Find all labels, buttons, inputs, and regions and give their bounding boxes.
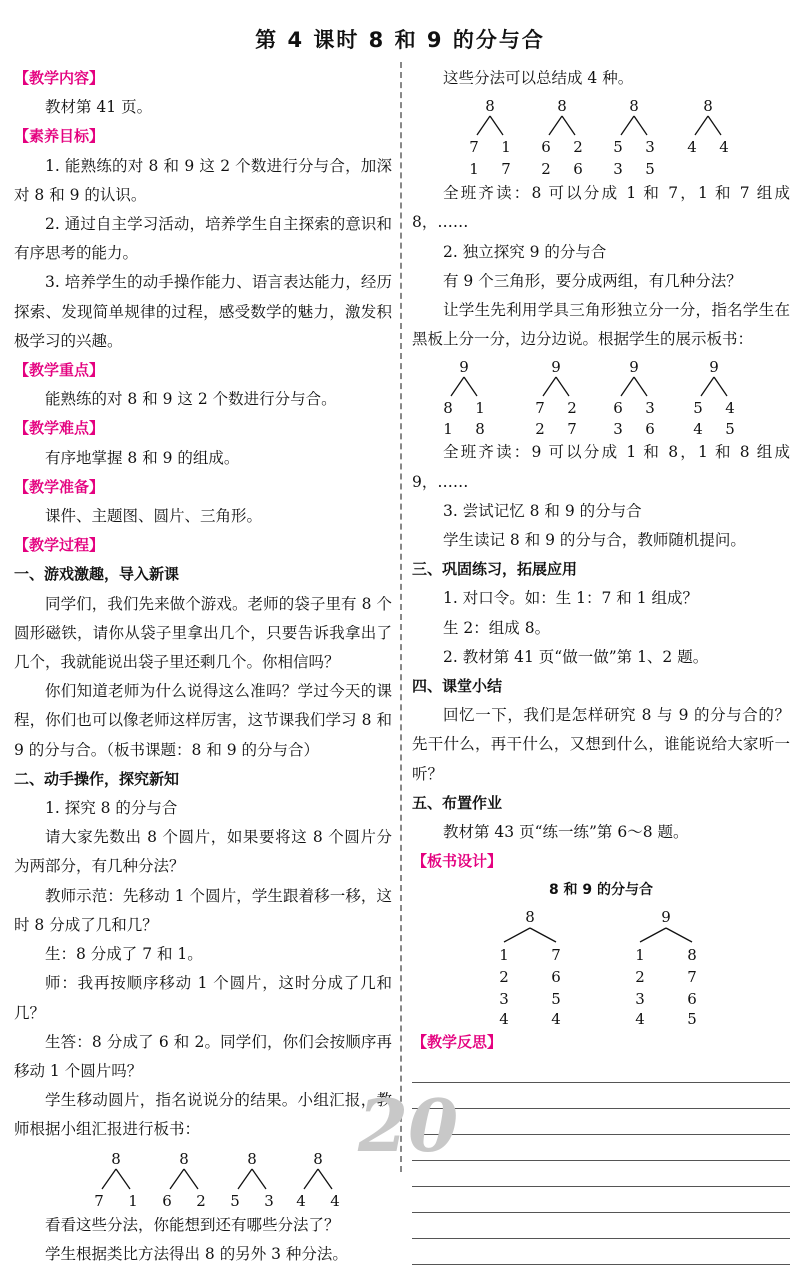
split-tree: [162, 1150, 206, 1209]
paragraph: 学生根据类比方法得出 8 的另外 3 种分法。: [45, 1244, 348, 1263]
paragraph: 回忆一下，我们是怎样研究 8 与 9 的分与合的？先干什么，再干什么，又想到什么，谁能说给大家听一听？: [412, 706, 790, 783]
split-top: 9: [551, 358, 561, 377]
split-8-diagram: [412, 95, 790, 177]
writing-line: [412, 1134, 790, 1135]
split-right: 3: [264, 1191, 274, 1209]
split-right: 8: [475, 420, 485, 437]
paragraph: 生答：8 分成了 6 和 2。同学们，你们会按顺序再移动 1 个圆片吗？: [14, 1032, 392, 1080]
paragraph: 1. 探究 8 的分与合: [45, 799, 178, 818]
heading-process: 【教学过程】: [14, 536, 105, 555]
split-right: 1: [128, 1191, 138, 1209]
heading-reflection: 【教学反思】: [412, 1032, 503, 1051]
board-right: 7: [687, 967, 697, 986]
board-left: 3: [635, 989, 645, 1008]
split-tree: [443, 358, 485, 436]
split-tree: [469, 97, 511, 177]
paragraph: 这些分法可以总结成 4 种。: [443, 69, 634, 87]
board-right: 6: [551, 967, 561, 986]
split-right: 2: [573, 138, 583, 157]
heading-preparation: 【教学准备】: [14, 477, 105, 496]
split-right: 1: [501, 138, 511, 157]
section-3-title: 三、巩固练习，拓展应用: [412, 560, 578, 579]
paragraph: 2. 独立探究 9 的分与合: [443, 242, 607, 261]
board-right: 5: [687, 1009, 697, 1026]
split-left: 7: [469, 138, 479, 157]
page-number: 20: [358, 1083, 459, 1168]
split-left: 7: [94, 1191, 104, 1209]
paragraph: 看看这些分法，你能想到还有哪些分法了？: [45, 1215, 340, 1234]
split-left: 2: [535, 420, 545, 437]
board-left: 4: [635, 1009, 645, 1026]
paragraph: 1. 对口令。如：生 1：7 和 1 组成？: [443, 589, 699, 608]
paragraph: 生：8 分成了 7 和 1。: [45, 945, 203, 964]
paragraph: 生 2：组成 8。: [443, 618, 551, 637]
column-divider: [400, 62, 402, 1172]
board-title: 8 和 9 的分与合: [548, 882, 654, 899]
paragraph: 有 9 个三角形，要分成两组，有几种分法？: [443, 271, 742, 290]
split-left: 5: [230, 1191, 240, 1209]
board-right: 4: [551, 1009, 561, 1026]
paragraph: 同学们，我们先来做个游戏。老师的袋子里有 8 个圆形磁铁，请你从袋子里拿出几个，只要告诉我拿出了几个，我就能说出袋子里还剩几个。你相信吗？: [14, 594, 392, 672]
split-tree: [296, 1150, 340, 1209]
text-content: 教材第 41 页。: [45, 98, 153, 117]
board-right: 6: [687, 989, 697, 1008]
writing-line: [412, 1160, 790, 1161]
split-tree: [541, 97, 583, 177]
paragraph: 3. 尝试记忆 8 和 9 的分与合: [443, 501, 642, 520]
split-left: 6: [541, 138, 551, 157]
board-top: 8: [525, 907, 535, 926]
split-right: 1: [475, 399, 485, 418]
split-right: 3: [645, 138, 655, 157]
split-top: 8: [111, 1149, 121, 1168]
heading-goals: 【素养目标】: [14, 127, 105, 146]
split-tree: [613, 358, 655, 436]
split-right: 2: [196, 1191, 206, 1209]
board-left: 4: [499, 1009, 509, 1026]
split-top: 8: [629, 97, 639, 116]
split-right: 6: [573, 160, 583, 178]
split-top: 8: [485, 97, 495, 116]
paragraph: 学生移动圆片，指名说说分的结果。小组汇报，教师根据小组汇报进行板书：: [14, 1091, 392, 1139]
split-right: 2: [567, 399, 577, 418]
section-1-title: 一、游戏激趣，导入新课: [14, 565, 180, 584]
split-right: 3: [645, 399, 655, 418]
split-top: 8: [557, 97, 567, 116]
split-left: 3: [613, 160, 623, 178]
goal-1: 1. 能熟练的对 8 和 9 这 2 个数进行分与合，加深对 8 和 9 的认识。: [14, 156, 392, 204]
split-top: 8: [313, 1149, 323, 1168]
split-tree: [94, 1150, 138, 1209]
heading-content: 【教学内容】: [14, 69, 105, 87]
split-left: 4: [687, 138, 697, 157]
paragraph: 学生读记 8 和 9 的分与合，教师随机提问。: [443, 531, 746, 550]
split-left: 5: [613, 138, 623, 157]
board-right: 7: [551, 945, 561, 964]
split-right: 4: [725, 399, 735, 418]
section-2-title: 二、动手操作，探究新知: [14, 769, 180, 788]
heading-key-point: 【教学重点】: [14, 361, 105, 380]
split-tree: [230, 1150, 274, 1209]
board-design-diagram: [412, 908, 790, 1026]
split-right: 6: [645, 420, 655, 437]
split-top: 9: [459, 358, 469, 377]
writing-line: [412, 1186, 790, 1187]
split-left: 2: [541, 160, 551, 178]
paragraph: 请大家先数出 8 个圆片，如果要将这 8 个圆片分为两部分，有几种分法？: [14, 828, 392, 876]
left-column: [14, 64, 392, 1269]
split-top: 8: [179, 1149, 189, 1168]
paragraph: 教师示范：先移动 1 个圆片，学生跟着移一移，这时 8 分成了几和几？: [14, 886, 392, 934]
board-tree: [635, 908, 697, 1026]
writing-line: [412, 1082, 790, 1083]
split-left: 8: [443, 399, 453, 418]
split-right: 4: [330, 1191, 340, 1209]
split-left: 1: [443, 420, 453, 437]
paragraph: 2. 教材第 41 页“做一做”第 1、2 题。: [443, 647, 709, 666]
reflection-writing-lines: [412, 1082, 790, 1265]
split-left: 1: [469, 160, 479, 178]
split-top: 9: [629, 358, 639, 377]
board-tree: [499, 908, 561, 1026]
right-column: [412, 64, 790, 1265]
split-left: 6: [613, 399, 623, 418]
split-left: 7: [535, 399, 545, 418]
paragraph: 教材第 43 页“练一练”第 6～8 题。: [443, 823, 689, 842]
writing-line: [412, 1108, 790, 1109]
split-left: 3: [613, 420, 623, 437]
split-right: 5: [645, 160, 655, 178]
paragraph: 你们知道老师为什么说得这么准吗？学过今天的课程，你们也可以像老师这样厉害，这节课我们学习 8 和 9 的分与合。（板书课题：8 和 9 的分与合）: [14, 682, 392, 759]
paragraph: 全班齐读：8 可以分成 1 和 7，1 和 7 组成 8，……: [412, 184, 790, 232]
split-tree: [687, 97, 729, 156]
writing-line: [412, 1238, 790, 1239]
split-8-diagram-single: [14, 1147, 392, 1209]
split-tree: [613, 97, 655, 177]
board-left: 2: [499, 967, 509, 986]
board-left: 2: [635, 967, 645, 986]
board-right: 8: [687, 945, 697, 964]
split-right: 5: [725, 420, 735, 437]
heading-difficulty: 【教学难点】: [14, 419, 105, 438]
split-left: 4: [296, 1191, 306, 1209]
writing-line: [412, 1264, 790, 1265]
paragraph: 全班齐读：9 可以分成 1 和 8，1 和 8 组成 9，……: [412, 443, 790, 491]
split-top: 8: [247, 1149, 257, 1168]
split-top: 8: [703, 97, 713, 116]
split-top: 9: [709, 358, 719, 377]
paragraph: 让学生先利用学具三角形独立分一分，指名学生在黑板上分一分，边分边说。根据学生的展示板书：: [412, 301, 790, 349]
heading-board-design: 【板书设计】: [412, 852, 503, 871]
goal-2: 2. 通过自主学习活动，培养学生自主探索的意识和有序思考的能力。: [14, 215, 392, 263]
section-5-title: 五、布置作业: [412, 793, 503, 812]
split-tree: [535, 358, 577, 436]
text-key-point: 能熟练的对 8 和 9 这 2 个数进行分与合。: [45, 390, 337, 409]
board-top: 9: [661, 907, 671, 926]
split-right: 7: [567, 420, 577, 437]
text-difficulty: 有序地掌握 8 和 9 的组成。: [45, 448, 240, 467]
split-left: 6: [162, 1191, 172, 1209]
split-left: 5: [693, 399, 703, 418]
text-preparation: 课件、主题图、圆片、三角形。: [45, 507, 263, 526]
board-left: 1: [499, 945, 509, 964]
goal-3: 3. 培养学生的动手操作能力、语言表达能力，经历探索、发现简单规律的过程，感受数学的魅力，激发积极学习的兴趣。: [14, 273, 392, 350]
board-left: 3: [499, 989, 509, 1008]
page-title: 第 4 课时 8 和 9 的分与合: [255, 28, 545, 52]
board-right: 5: [551, 989, 561, 1008]
paragraph: 师：我再按顺序移动 1 个圆片，这时分成了几和几？: [14, 974, 392, 1022]
split-left: 4: [693, 420, 703, 437]
board-left: 1: [635, 945, 645, 964]
writing-line: [412, 1212, 790, 1213]
split-right: 4: [719, 138, 729, 157]
section-4-title: 四、课堂小结: [412, 677, 503, 696]
split-right: 7: [501, 160, 511, 178]
split-tree: [693, 358, 735, 436]
split-9-diagram: [412, 356, 790, 436]
